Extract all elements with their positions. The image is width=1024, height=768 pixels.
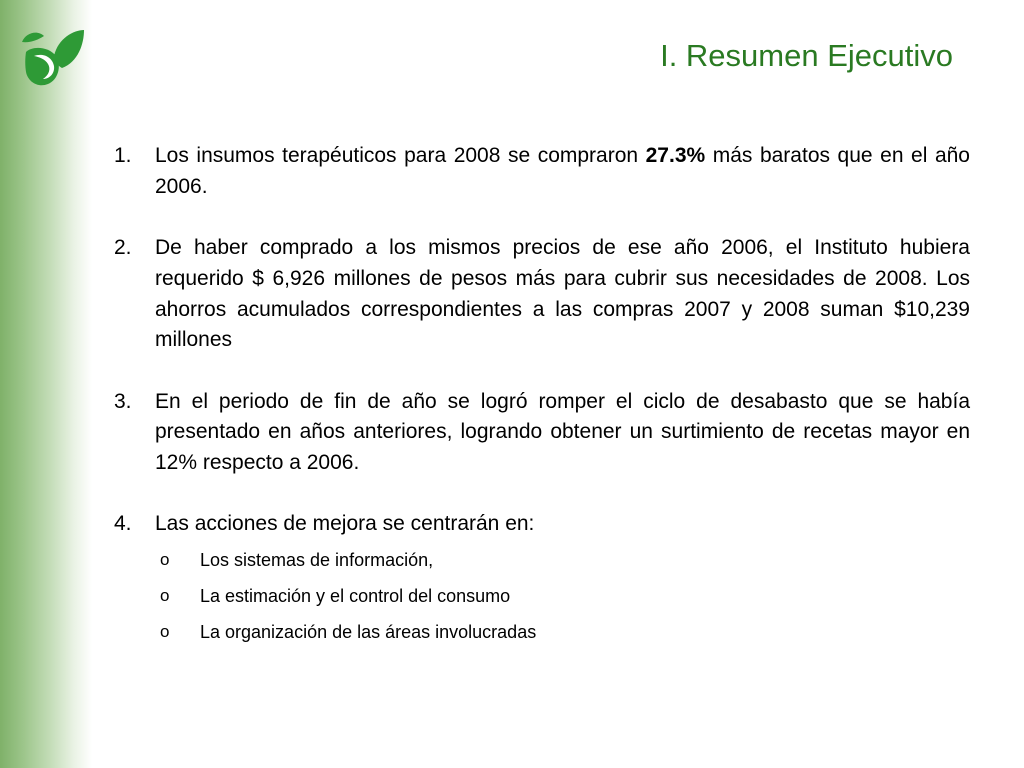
item-number: 2.: [114, 236, 132, 260]
item-text: más baratos que en el año 2006.: [155, 144, 970, 198]
list-item-2: [110, 233, 970, 356]
sub-item-text: La estimación y el control del consumo: [200, 586, 511, 607]
item-text: Las acciones de mejora se centrarán en:: [155, 512, 535, 536]
circle-bullet-icon: o: [160, 586, 170, 606]
sub-list-item: [155, 578, 970, 614]
highlight-percentage: 27.3%: [645, 144, 706, 167]
item-text: Los insumos terapéuticos para 2008 se compraron: [155, 144, 646, 167]
green-leaf-logo-icon: [18, 26, 88, 90]
list-item-1: [110, 141, 970, 202]
sub-list-item: [155, 614, 970, 650]
sub-list: [155, 542, 970, 650]
green-gradient-sidebar: [0, 0, 92, 768]
summary-list: [110, 141, 970, 681]
sub-list-item: [155, 542, 970, 578]
sub-item-text: Los sistemas de información,: [200, 550, 434, 571]
circle-bullet-icon: o: [160, 622, 170, 642]
list-item-3: [110, 387, 970, 479]
circle-bullet-icon: o: [160, 550, 170, 570]
item-number: 1.: [114, 144, 132, 167]
item-number: 4.: [114, 512, 132, 536]
list-item-4: [110, 509, 970, 650]
item-number: 3.: [114, 389, 132, 413]
sub-item-text: La organización de las áreas involucradas: [200, 622, 537, 643]
item-text: De haber comprado a los mismos precios de ese año 2006, el Instituto hubiera requerido $ 6,926 millones de pesos más para cubrir sus necesidades de 2008. Los ahorros acumulados correspondientes a las compras 2007 y 2008 suman $10,239 millones: [155, 236, 970, 352]
slide-title: I. Resumen Ejecutivo: [660, 38, 953, 73]
item-text: En el periodo de fin de año se logró romper el ciclo de desabasto que se había presentado en años anteriores, logrando obtener un surtimiento de recetas mayor en 12% respecto a 2006.: [155, 389, 970, 474]
